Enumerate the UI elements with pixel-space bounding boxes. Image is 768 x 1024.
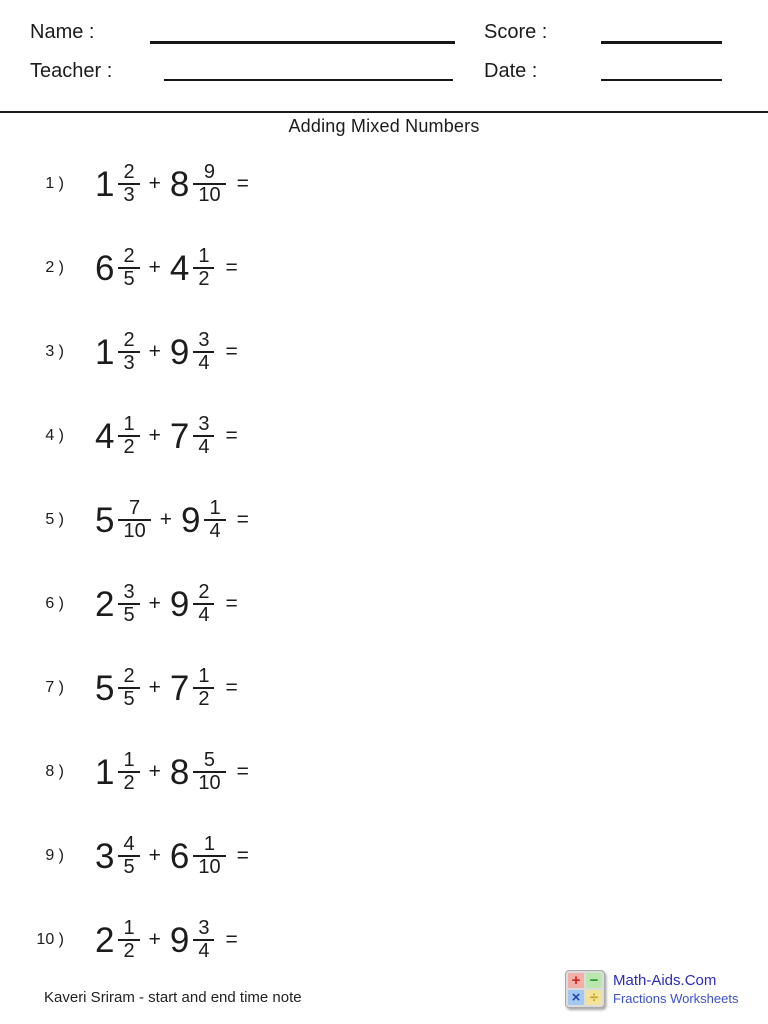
problem-expression <box>95 666 238 710</box>
equals-sign: = <box>225 676 238 699</box>
score-label: Score : <box>484 21 548 43</box>
equals-sign: = <box>236 172 249 195</box>
addend2-numerator: 1 <box>198 665 210 687</box>
problem-number: 2 ) <box>45 259 64 276</box>
site-name-link[interactable]: Math-Aids.Com <box>613 972 717 989</box>
addend1-fraction <box>118 414 139 458</box>
problem-expression <box>95 246 238 290</box>
problem-row <box>0 142 768 226</box>
math-operations-icon <box>565 970 605 1008</box>
equals-sign: = <box>225 340 238 363</box>
addend2-fraction <box>193 750 225 794</box>
problem-expression <box>95 414 238 458</box>
plus-operator: + <box>148 424 161 447</box>
attribution-note: Kaveri Sriram - start and end time note <box>44 989 302 1006</box>
problem-expression <box>95 330 238 374</box>
problem-row <box>0 646 768 730</box>
addend2-numerator: 1 <box>203 833 216 855</box>
addend2-whole: 8 <box>169 752 190 792</box>
addend1-whole: 6 <box>95 248 115 288</box>
addend1-fraction <box>118 750 139 794</box>
addend1-whole: 2 <box>95 584 115 624</box>
problem-number: 9 ) <box>45 847 64 864</box>
addend2-numerator: 2 <box>198 581 210 603</box>
plus-operator: + <box>159 508 172 531</box>
problem-expression <box>95 582 238 626</box>
addend2-denominator: 4 <box>198 352 210 374</box>
equals-sign: = <box>225 424 238 447</box>
plus-operator: + <box>148 256 161 279</box>
addend2-fraction <box>193 246 214 290</box>
plus-operator: + <box>148 844 161 867</box>
problem-number: 3 ) <box>45 343 64 360</box>
minus-icon: − <box>586 973 602 988</box>
addend1-numerator: 1 <box>123 749 135 771</box>
addend1-denominator: 5 <box>123 856 135 878</box>
plus-operator: + <box>148 760 161 783</box>
addend2-fraction <box>193 918 214 962</box>
addend2-whole: 7 <box>169 668 190 708</box>
divide-icon: ÷ <box>586 990 602 1005</box>
problem-number: 6 ) <box>45 595 64 612</box>
teacher-fill-line[interactable] <box>164 79 453 81</box>
addend2-numerator: 3 <box>198 329 210 351</box>
addend2-denominator: 2 <box>198 268 210 290</box>
plus-icon: + <box>568 973 584 988</box>
addend1-whole: 2 <box>95 920 115 960</box>
equals-sign: = <box>225 256 238 279</box>
addend1-whole: 5 <box>95 500 115 540</box>
addend2-numerator: 9 <box>203 161 216 183</box>
date-label: Date : <box>484 60 538 82</box>
problem-number: 5 ) <box>45 511 64 528</box>
addend2-fraction <box>193 582 214 626</box>
addend2-fraction <box>193 834 225 878</box>
addend1-fraction <box>118 162 139 206</box>
plus-operator: + <box>148 592 161 615</box>
addend2-denominator: 10 <box>198 184 221 206</box>
addend2-fraction <box>193 162 225 206</box>
addend2-whole: 4 <box>169 248 190 288</box>
equals-sign: = <box>236 508 249 531</box>
addend2-whole: 9 <box>180 500 201 540</box>
problem-expression <box>95 162 249 206</box>
plus-operator: + <box>148 340 161 363</box>
name-label: Name : <box>30 21 95 43</box>
problem-row <box>0 730 768 814</box>
addend1-denominator: 3 <box>123 184 135 206</box>
problem-row <box>0 814 768 898</box>
multiply-icon: × <box>568 990 584 1005</box>
addend2-denominator: 2 <box>198 688 210 710</box>
addend1-fraction <box>118 582 139 626</box>
addend1-numerator: 3 <box>123 581 135 603</box>
problem-number: 1 ) <box>45 175 64 192</box>
problem-expression <box>95 750 249 794</box>
addend1-numerator: 2 <box>123 161 135 183</box>
addend2-whole: 9 <box>169 584 190 624</box>
problem-number: 4 ) <box>45 427 64 444</box>
problems-list <box>0 142 768 982</box>
addend2-whole: 9 <box>169 332 190 372</box>
addend2-fraction <box>193 330 214 374</box>
equals-sign: = <box>225 592 238 615</box>
addend1-numerator: 2 <box>123 245 135 267</box>
addend1-numerator: 2 <box>123 329 135 351</box>
problem-expression <box>95 918 238 962</box>
teacher-label: Teacher : <box>30 60 113 82</box>
addend1-denominator: 2 <box>123 772 135 794</box>
addend1-fraction <box>118 918 139 962</box>
problem-row <box>0 226 768 310</box>
addend1-whole: 1 <box>95 752 115 792</box>
addend1-numerator: 1 <box>123 917 135 939</box>
addend1-whole: 1 <box>95 332 115 372</box>
addend2-numerator: 1 <box>198 245 210 267</box>
math-aids-logo[interactable] <box>565 970 738 1008</box>
page-title: Adding Mixed Numbers <box>288 116 480 136</box>
addend2-denominator: 4 <box>198 940 210 962</box>
logo-text <box>613 972 738 1006</box>
addend2-whole: 7 <box>169 416 190 456</box>
addend2-numerator: 3 <box>198 917 210 939</box>
addend1-denominator: 2 <box>123 940 135 962</box>
addend2-denominator: 10 <box>198 856 221 878</box>
addend1-denominator: 5 <box>123 604 135 626</box>
addend1-whole: 1 <box>95 164 115 204</box>
addend1-fraction <box>118 834 139 878</box>
addend2-whole: 6 <box>169 836 190 876</box>
addend1-denominator: 2 <box>123 436 135 458</box>
score-fill-line[interactable] <box>601 41 722 44</box>
logo-tagline: Fractions Worksheets <box>613 991 739 1006</box>
problem-row <box>0 478 768 562</box>
addend1-fraction <box>118 330 139 374</box>
problem-number: 8 ) <box>45 763 64 780</box>
date-fill-line[interactable] <box>601 79 722 81</box>
addend2-numerator: 1 <box>209 497 221 519</box>
problem-row <box>0 562 768 646</box>
addend1-numerator: 4 <box>123 833 135 855</box>
addend1-numerator: 1 <box>123 413 135 435</box>
addend1-denominator: 3 <box>123 352 135 374</box>
problem-expression <box>95 834 249 878</box>
problem-number: 10 ) <box>36 931 64 948</box>
problem-row <box>0 310 768 394</box>
addend1-denominator: 10 <box>123 520 146 542</box>
addend1-whole: 5 <box>95 668 115 708</box>
addend2-fraction <box>204 498 225 542</box>
addend2-whole: 9 <box>169 920 190 960</box>
addend1-fraction <box>118 666 139 710</box>
addend2-denominator: 4 <box>198 436 210 458</box>
problem-row <box>0 394 768 478</box>
addend1-denominator: 5 <box>123 688 135 710</box>
addend1-whole: 3 <box>95 836 115 876</box>
problem-expression <box>95 498 249 542</box>
plus-operator: + <box>148 172 161 195</box>
addend2-denominator: 10 <box>198 772 221 794</box>
addend1-denominator: 5 <box>123 268 135 290</box>
equals-sign: = <box>236 760 249 783</box>
addend2-whole: 8 <box>169 164 190 204</box>
plus-operator: + <box>148 676 161 699</box>
equals-sign: = <box>236 844 249 867</box>
equals-sign: = <box>225 928 238 951</box>
addend2-numerator: 3 <box>198 413 210 435</box>
addend2-fraction <box>193 666 214 710</box>
addend1-numerator: 2 <box>123 665 135 687</box>
addend2-fraction <box>193 414 214 458</box>
addend1-numerator: 7 <box>129 497 141 519</box>
header-divider <box>0 111 768 113</box>
plus-operator: + <box>148 928 161 951</box>
addend2-denominator: 4 <box>209 520 221 542</box>
addend2-denominator: 4 <box>198 604 210 626</box>
addend1-whole: 4 <box>95 416 115 456</box>
problem-number: 7 ) <box>45 679 64 696</box>
name-fill-line[interactable] <box>150 41 455 44</box>
addend1-fraction <box>118 498 150 542</box>
addend2-numerator: 5 <box>203 749 216 771</box>
addend1-fraction <box>118 246 139 290</box>
